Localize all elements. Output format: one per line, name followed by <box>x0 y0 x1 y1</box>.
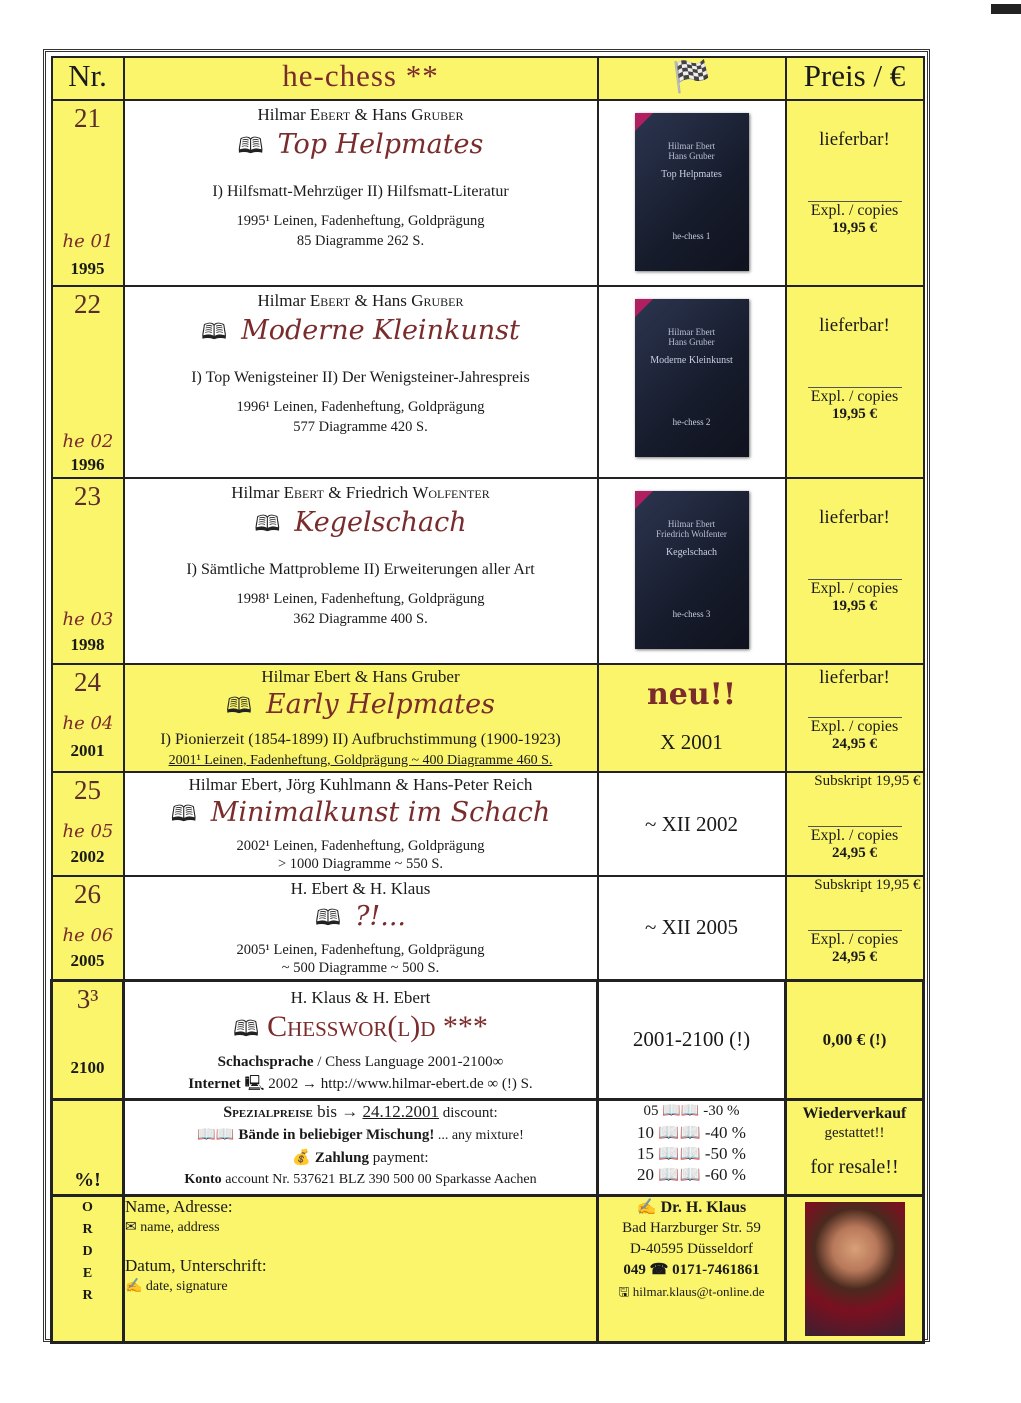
copies-label: Expl. / copies <box>810 388 899 405</box>
header-nr: Nr. <box>52 57 124 100</box>
language-line: Schachsprache / Chess Language 2001-2100∞ <box>217 1053 504 1070</box>
subscription-price: Subskript 19,95 € <box>814 877 921 893</box>
price-cell <box>786 772 924 876</box>
price-value: 0,00 € (!) <box>786 980 924 1099</box>
special-deadline: Spezialpreise bis → 24.12.2001 discount: <box>223 1101 498 1121</box>
book-description <box>124 876 598 980</box>
discount-cell <box>598 1099 786 1195</box>
series-code: he 06 <box>62 925 114 946</box>
book-description <box>124 478 598 664</box>
price-list-table <box>50 56 925 1344</box>
name-field-label: Name, Adresse: <box>125 1196 233 1216</box>
mixture-line: 📖📖 Bände in beliebiger Mischung! ... any mixture! <box>197 1126 524 1143</box>
book-description <box>124 100 598 286</box>
book-number: 24 <box>74 667 101 697</box>
header-row <box>52 57 924 100</box>
special-label: %! <box>74 1168 101 1191</box>
series-code: he 01 <box>62 231 114 252</box>
book-description <box>124 980 598 1099</box>
book-subtitle: I) Top Wenigsteiner II) Der Wenigsteiner-Jahrespreis <box>191 369 530 386</box>
author-photo <box>805 1202 905 1336</box>
price-value: 19,95 € <box>832 406 877 422</box>
book-binding: 1996¹ Leinen, Fadenheftung, Goldprägung 577 Diagramme 420 S. <box>236 399 485 435</box>
book-icon: 🕮 <box>314 906 341 931</box>
book-cover-image: Hilmar Ebert Hans Gruber Moderne Kleinkunst he-chess 2 <box>635 299 749 457</box>
book-binding: 1995¹ Leinen, Fadenheftung, Goldprägung 85 Diagramme 262 S. <box>236 213 485 249</box>
price-value: 24,95 € <box>832 845 877 861</box>
new-badge: neu!! <box>646 677 737 712</box>
book-number-cell <box>52 286 124 478</box>
book-authors: Hilmar Ebert & Hans Gruber <box>257 105 464 124</box>
price-value: 24,95 € <box>832 949 877 965</box>
book-title: 🕮 Chesswor(l)d *** <box>233 1009 488 1043</box>
book-number: 23 <box>74 481 101 511</box>
release-date: ~ XII 2002 <box>598 772 786 876</box>
price-cell <box>786 664 924 772</box>
book-year: 2100 <box>70 1057 105 1077</box>
book-description <box>124 772 598 876</box>
book-authors: Hilmar Ebert & Friedrich Wolfenter <box>231 483 490 502</box>
copies-label: Expl. / copies <box>810 931 899 948</box>
book-year: 1998 <box>70 635 105 654</box>
price-cell <box>786 478 924 664</box>
subscription-price: Subskript 19,95 € <box>814 773 921 789</box>
book-icon: 🕮 <box>226 694 252 719</box>
contact-name: ✍ Dr. H. Klaus <box>636 1198 747 1216</box>
book-number: 22 <box>74 289 101 319</box>
name-field-hint: ✉ name, address <box>125 1219 220 1235</box>
resale-cell <box>786 1099 924 1195</box>
order-row <box>52 1195 924 1342</box>
photo-cell <box>786 1195 924 1342</box>
series-code: he 03 <box>62 609 114 630</box>
book-number: 21 <box>74 103 101 133</box>
series-code: he 05 <box>62 821 114 842</box>
series-code: he 02 <box>62 431 114 452</box>
signature-field-hint: ✍ date, signature <box>125 1278 228 1294</box>
book-icon: 🕮 <box>201 320 228 345</box>
book-number-cell <box>52 478 124 664</box>
book-year: 2001 <box>70 741 105 760</box>
order-form[interactable] <box>124 1195 598 1342</box>
discount-item: 05 📖📖 -30 % <box>643 1102 740 1119</box>
release-date: 2001-2100 (!) <box>598 980 786 1099</box>
availability: lieferbar! <box>819 667 890 688</box>
resale-title: Wiederverkauf <box>802 1104 907 1122</box>
book-authors: Hilmar Ebert, Jörg Kuhlmann & Hans-Peter Reich <box>188 775 533 794</box>
book-description <box>124 664 598 772</box>
price-value: 24,95 € <box>832 736 877 752</box>
availability: lieferbar! <box>819 507 890 528</box>
book-subtitle: I) Sämtliche Mattprobleme II) Erweiterungen aller Art <box>186 561 535 578</box>
release-date: X 2001 <box>660 730 723 754</box>
book-title: 🕮 Minimalkunst im Schach <box>170 797 551 828</box>
book-row-25 <box>52 772 924 876</box>
book-row-26 <box>52 876 924 980</box>
book-title: 🕮 ?!... <box>314 901 407 932</box>
book-number: 25 <box>74 775 101 805</box>
book-title: 🕮 Early Helpmates <box>226 689 495 720</box>
book-icon: 🕮 <box>237 134 264 159</box>
book-authors: Hilmar Ebert & Hans Gruber <box>261 667 460 686</box>
payment-line: 💰 Zahlung payment: <box>292 1149 429 1166</box>
special-label-cell <box>52 1099 124 1195</box>
scan-mark <box>991 4 1021 14</box>
book-title: 🕮 Moderne Kleinkunst <box>201 315 520 346</box>
book-row-22 <box>52 286 924 478</box>
account-line: Konto account Nr. 537621 BLZ 390 500 00 Sparkasse Aachen <box>184 1171 537 1187</box>
copies-label: Expl. / copies <box>810 718 899 735</box>
book-year: 2002 <box>70 847 105 866</box>
release-date: ~ XII 2005 <box>598 876 786 980</box>
book-icon: 🕮 <box>170 802 197 827</box>
cover-cell <box>598 286 786 478</box>
book-cover-image: Hilmar Ebert Friedrich Wolfenter Kegelschach he-chess 3 <box>635 491 749 649</box>
price-cell <box>786 100 924 286</box>
checkered-flags-icon: 🏁 <box>598 57 786 100</box>
resale-english: for resale!! <box>810 1155 899 1178</box>
price-value: 19,95 € <box>832 598 877 614</box>
book-description <box>124 286 598 478</box>
contact-email[interactable]: 🖫 hilmar.klaus@t-online.de <box>618 1283 765 1299</box>
contact-street: Bad Harzburger Str. 59 <box>622 1219 761 1236</box>
book-title: 🕮 Kegelschach <box>254 507 467 538</box>
special-terms <box>124 1099 598 1195</box>
discount-item: 10 📖📖 -40 % <box>637 1122 746 1142</box>
book-number-cell <box>52 100 124 286</box>
book-icon: 🕮 <box>233 1015 260 1041</box>
book-binding: 2002¹ Leinen, Fadenheftung, Goldprägung > 1000 Diagramme ~ 550 S. <box>236 838 485 872</box>
discount-item: 15 📖📖 -50 % <box>637 1143 746 1163</box>
cover-cell <box>598 478 786 664</box>
contact-phone: 049 ☎ 0171-7461861 <box>623 1261 760 1278</box>
header-price: Preis / € <box>786 57 924 100</box>
book-title: 🕮 Top Helpmates <box>237 129 484 160</box>
copies-label: Expl. / copies <box>810 580 899 597</box>
date-cell <box>598 664 786 772</box>
availability: lieferbar! <box>819 129 890 150</box>
copies-label: Expl. / copies <box>810 827 899 844</box>
book-binding: 1998¹ Leinen, Fadenheftung, Goldprägung 362 Diagramme 400 S. <box>236 591 485 627</box>
book-year: 2005 <box>70 951 105 970</box>
price-value: 19,95 € <box>832 220 877 236</box>
book-number-cell <box>52 772 124 876</box>
price-cell <box>786 876 924 980</box>
book-binding: 2001¹ Leinen, Fadenheftung, Goldprägung ~ 400 Diagramme 460 S. <box>168 753 553 768</box>
book-binding: 2005¹ Leinen, Fadenheftung, Goldprägung ~ 500 Diagramme ~ 500 S. <box>236 942 485 976</box>
cover-cell <box>598 100 786 286</box>
contact-city: D-40595 Düsseldorf <box>630 1240 753 1257</box>
book-row-24 <box>52 664 924 772</box>
availability: lieferbar! <box>819 315 890 336</box>
book-number: 26 <box>74 879 101 909</box>
internet-line: Internet 🖳 2002 → http://www.hilmar-ebert.de ∞ (!) S. <box>188 1075 533 1092</box>
book-row-chessworld <box>52 980 924 1099</box>
price-cell <box>786 286 924 478</box>
book-year: 1996 <box>70 455 105 474</box>
header-title: he-chess ** <box>124 57 598 100</box>
contact-address <box>598 1195 786 1342</box>
book-authors: H. Ebert & H. Klaus <box>290 879 431 898</box>
date-field-label: Datum, Unterschrift: <box>125 1255 267 1275</box>
book-authors: H. Klaus & H. Ebert <box>290 987 431 1007</box>
copies-label: Expl. / copies <box>810 202 899 219</box>
book-number-cell <box>52 876 124 980</box>
book-row-23 <box>52 478 924 664</box>
book-subtitle: I) Hilfsmatt-Mehrzüger II) Hilfsmatt-Literatur <box>212 183 509 200</box>
book-icon: 🕮 <box>254 512 281 537</box>
resale-allowed: gestattet!! <box>824 1124 885 1141</box>
book-number-cell <box>52 664 124 772</box>
discount-item: 20 📖📖 -60 % <box>637 1164 746 1184</box>
order-label: O R D E R <box>52 1195 124 1342</box>
book-subtitle: I) Pionierzeit (1854-1899) II) Aufbruchstimmung (1900-1923) <box>160 731 561 748</box>
book-number-cell <box>52 980 124 1099</box>
book-row-21 <box>52 100 924 286</box>
special-prices-row <box>52 1099 924 1195</box>
book-authors: Hilmar Ebert & Hans Gruber <box>257 291 464 310</box>
book-cover-image: Hilmar Ebert Hans Gruber Top Helpmates he-chess 1 <box>635 113 749 271</box>
series-code: he 04 <box>62 713 114 734</box>
book-year: 1995 <box>70 259 105 278</box>
book-number: 3³ <box>76 983 99 1014</box>
